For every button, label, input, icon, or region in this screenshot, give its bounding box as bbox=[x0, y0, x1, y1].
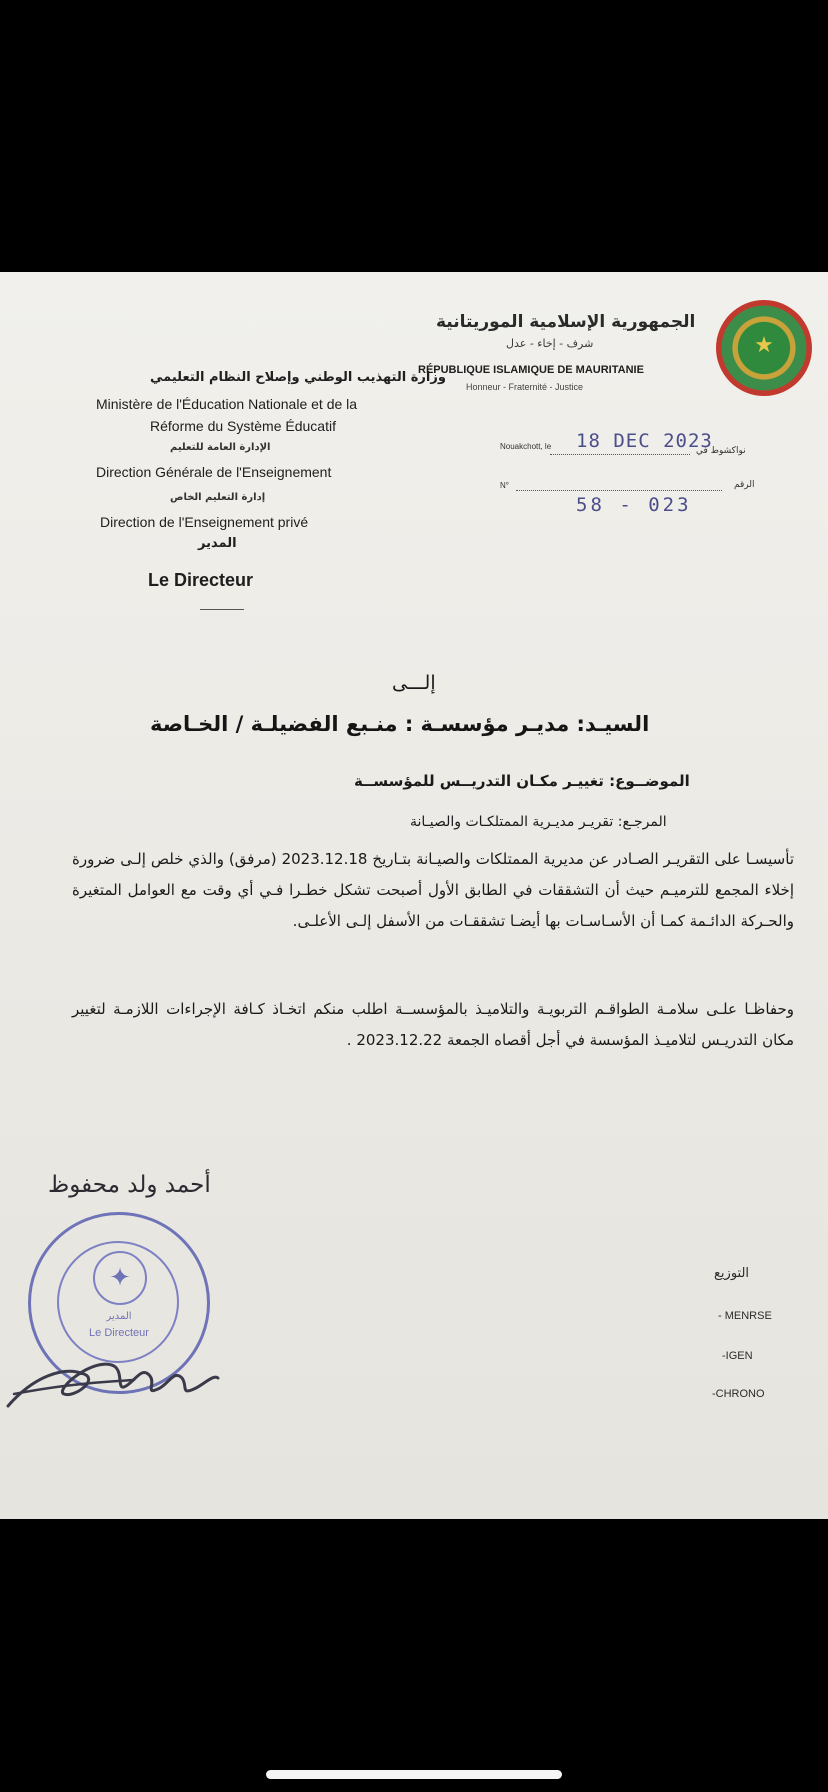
motto-fr: Honneur - Fraternité - Justice bbox=[466, 382, 584, 392]
handwritten-signature bbox=[4, 1336, 224, 1416]
addressee: السيـد: مديـر مؤسسـة : منـبع الفضيلـة / الخـاصة bbox=[150, 712, 650, 736]
place-label: Nouakchott, le bbox=[500, 442, 552, 451]
ministry-fr-line-1: Ministère de l'Éducation Nationale et de la bbox=[96, 396, 358, 412]
ministry-ar: وزارة التهذيب الوطني وإصلاح النظام التعليمي bbox=[150, 370, 446, 385]
signer-name: أحمد ولد محفوظ bbox=[48, 1172, 211, 1198]
directorate-fr: Direction de l'Enseignement privé bbox=[100, 514, 309, 530]
date-field-line bbox=[550, 454, 690, 455]
star-icon: ★ bbox=[754, 333, 774, 358]
date-stamp: 18 DEC 2023 bbox=[576, 430, 713, 452]
republic-name-ar: الجمهورية الإسلامية الموريتانية bbox=[436, 312, 696, 332]
distribution-item: -IGEN bbox=[722, 1350, 753, 1362]
director-title-ar: المدير bbox=[198, 536, 237, 551]
place-label-ar: نواكشوط في bbox=[696, 446, 746, 456]
number-label-ar: الرقم bbox=[734, 480, 755, 490]
document-page bbox=[0, 272, 828, 1519]
director-title-fr: Le Directeur bbox=[148, 570, 254, 590]
reference-number-stamp: 58 - 023 bbox=[576, 494, 692, 516]
number-label: N° bbox=[500, 481, 509, 490]
body-paragraph-2: وحفاظـا علـى سلامـة الطواقـم التربويـة والتلاميـذ بالمؤسســة اطلب منكم اتخـاذ كـافة الإجراءات اللازمـة لتغيير مكان التدريـس لتلاميـذ المؤسسة في أجل أقصاه الجمعة 2023.12.22 . bbox=[72, 1000, 794, 1049]
reference-line: المرجـع: تقريـر مديـرية الممتلكـات والصيـانة bbox=[410, 814, 667, 830]
stamp-director-ar: المدير bbox=[106, 1311, 132, 1322]
stamp-emblem-icon: ✦ bbox=[93, 1251, 147, 1305]
national-emblem-icon bbox=[716, 300, 812, 396]
subject-line: الموضــوع: تغييـر مكـان التدريــس للمؤسســة bbox=[354, 772, 690, 790]
to-label: إلـــى bbox=[392, 672, 436, 694]
republic-name-fr: RÉPUBLIQUE ISLAMIQUE DE MAURITANIE bbox=[418, 364, 644, 376]
general-directorate-fr: Direction Générale de l'Enseignement bbox=[96, 464, 332, 480]
general-directorate-ar: الإدارة العامة للتعليم bbox=[170, 442, 271, 453]
directorate-ar: إدارة التعليم الخاص bbox=[170, 492, 266, 503]
distribution-item: -CHRONO bbox=[712, 1388, 765, 1400]
stamp-director-fr: Le Directeur bbox=[89, 1327, 149, 1339]
divider bbox=[200, 609, 244, 610]
distribution-item: - MENRSE bbox=[718, 1310, 772, 1322]
body-paragraph-1: تأسيسـا على التقريـر الصـادر عن مديرية الممتلكات والصيـانة بتـاريخ 2023.12.18 (مرفق) والذي خلص إلـى ضرورة إخلاء المجمع للترميـم حيث أن التشققات في الطابق الأول أصبحت تشكل خطـرا فـي أي وقت مع العوامل المتغيرة والحـركة الدائـمة كمـا أن الأسـاسـات بها أيضـا تشققـات من الأسفل إلـى الأعلـى. bbox=[72, 850, 794, 930]
ministry-fr-line-2: Réforme du Système Éducatif bbox=[150, 418, 336, 434]
distribution-title: التوزيع bbox=[714, 1266, 750, 1281]
home-indicator[interactable] bbox=[266, 1770, 562, 1779]
motto-ar: شرف - إخاء - عدل bbox=[506, 337, 594, 350]
number-field-line bbox=[516, 490, 722, 491]
